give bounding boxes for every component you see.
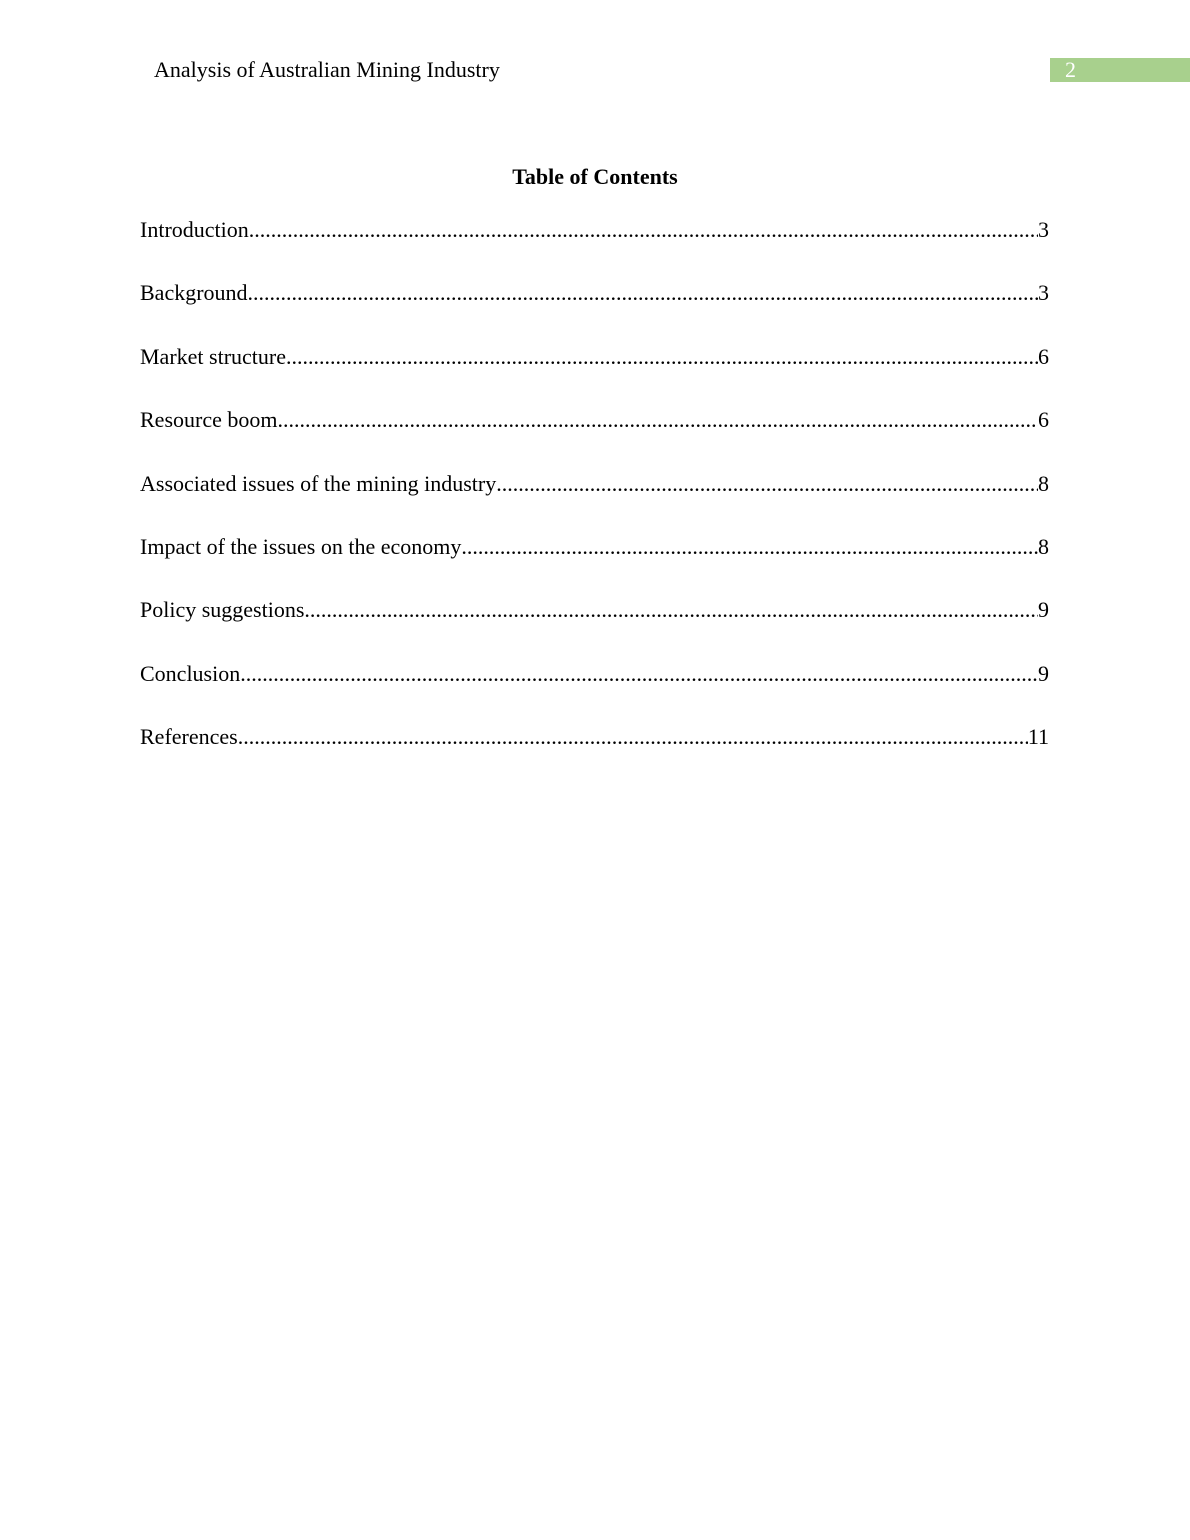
running-head: Analysis of Australian Mining Industry <box>154 57 500 82</box>
toc-dot-leader <box>461 533 1038 561</box>
toc-entry-label: References <box>140 724 238 750</box>
toc-entry-market-structure[interactable] <box>140 343 1049 406</box>
toc-entry-page: 9 <box>1038 597 1049 623</box>
toc-dot-leader <box>249 216 1038 244</box>
toc-entry-associated-issues[interactable] <box>140 470 1049 533</box>
toc-entry-page: 11 <box>1027 724 1049 750</box>
toc-entry-resource-boom[interactable] <box>140 406 1049 469</box>
toc-entry-page: 8 <box>1038 533 1049 559</box>
toc-entry-label: Conclusion <box>140 660 241 686</box>
toc-title: Table of Contents <box>512 164 678 189</box>
toc-entry-policy-suggestions[interactable] <box>140 596 1049 659</box>
toc-entry-introduction[interactable] <box>140 216 1049 279</box>
toc-entry-background[interactable] <box>140 279 1049 342</box>
toc-entry-page: 6 <box>1038 407 1049 433</box>
toc-dot-leader <box>304 596 1038 624</box>
toc-entry-conclusion[interactable] <box>140 660 1049 723</box>
toc-entry-page: 3 <box>1038 217 1049 242</box>
toc-dot-leader <box>277 406 1038 434</box>
toc-entry-page: 9 <box>1038 660 1049 686</box>
toc-entry-label: Market structure <box>140 343 286 369</box>
toc-entry-references[interactable] <box>140 723 1049 786</box>
toc-dot-leader <box>286 343 1038 371</box>
toc-entry-impact-on-economy[interactable] <box>140 533 1049 596</box>
toc-entry-label: Introduction <box>140 217 249 242</box>
toc-list <box>140 216 1049 787</box>
toc-entry-label: Resource boom <box>140 407 278 433</box>
toc-entry-label: Associated issues of the mining industry <box>140 470 497 496</box>
page-number-bar <box>1050 58 1190 82</box>
toc-entry-label: Background <box>140 280 248 306</box>
toc-entry-label: Policy suggestions <box>140 597 305 623</box>
toc-dot-leader <box>238 723 1028 751</box>
toc-entry-page: 6 <box>1038 343 1049 369</box>
toc-dot-leader <box>248 279 1038 307</box>
toc-entry-page: 3 <box>1038 280 1049 306</box>
toc-dot-leader <box>240 660 1038 688</box>
toc-dot-leader <box>496 470 1038 498</box>
toc-entry-page: 8 <box>1038 470 1049 496</box>
page-number: 2 <box>1065 57 1076 82</box>
toc-entry-label: Impact of the issues on the economy <box>140 533 462 559</box>
